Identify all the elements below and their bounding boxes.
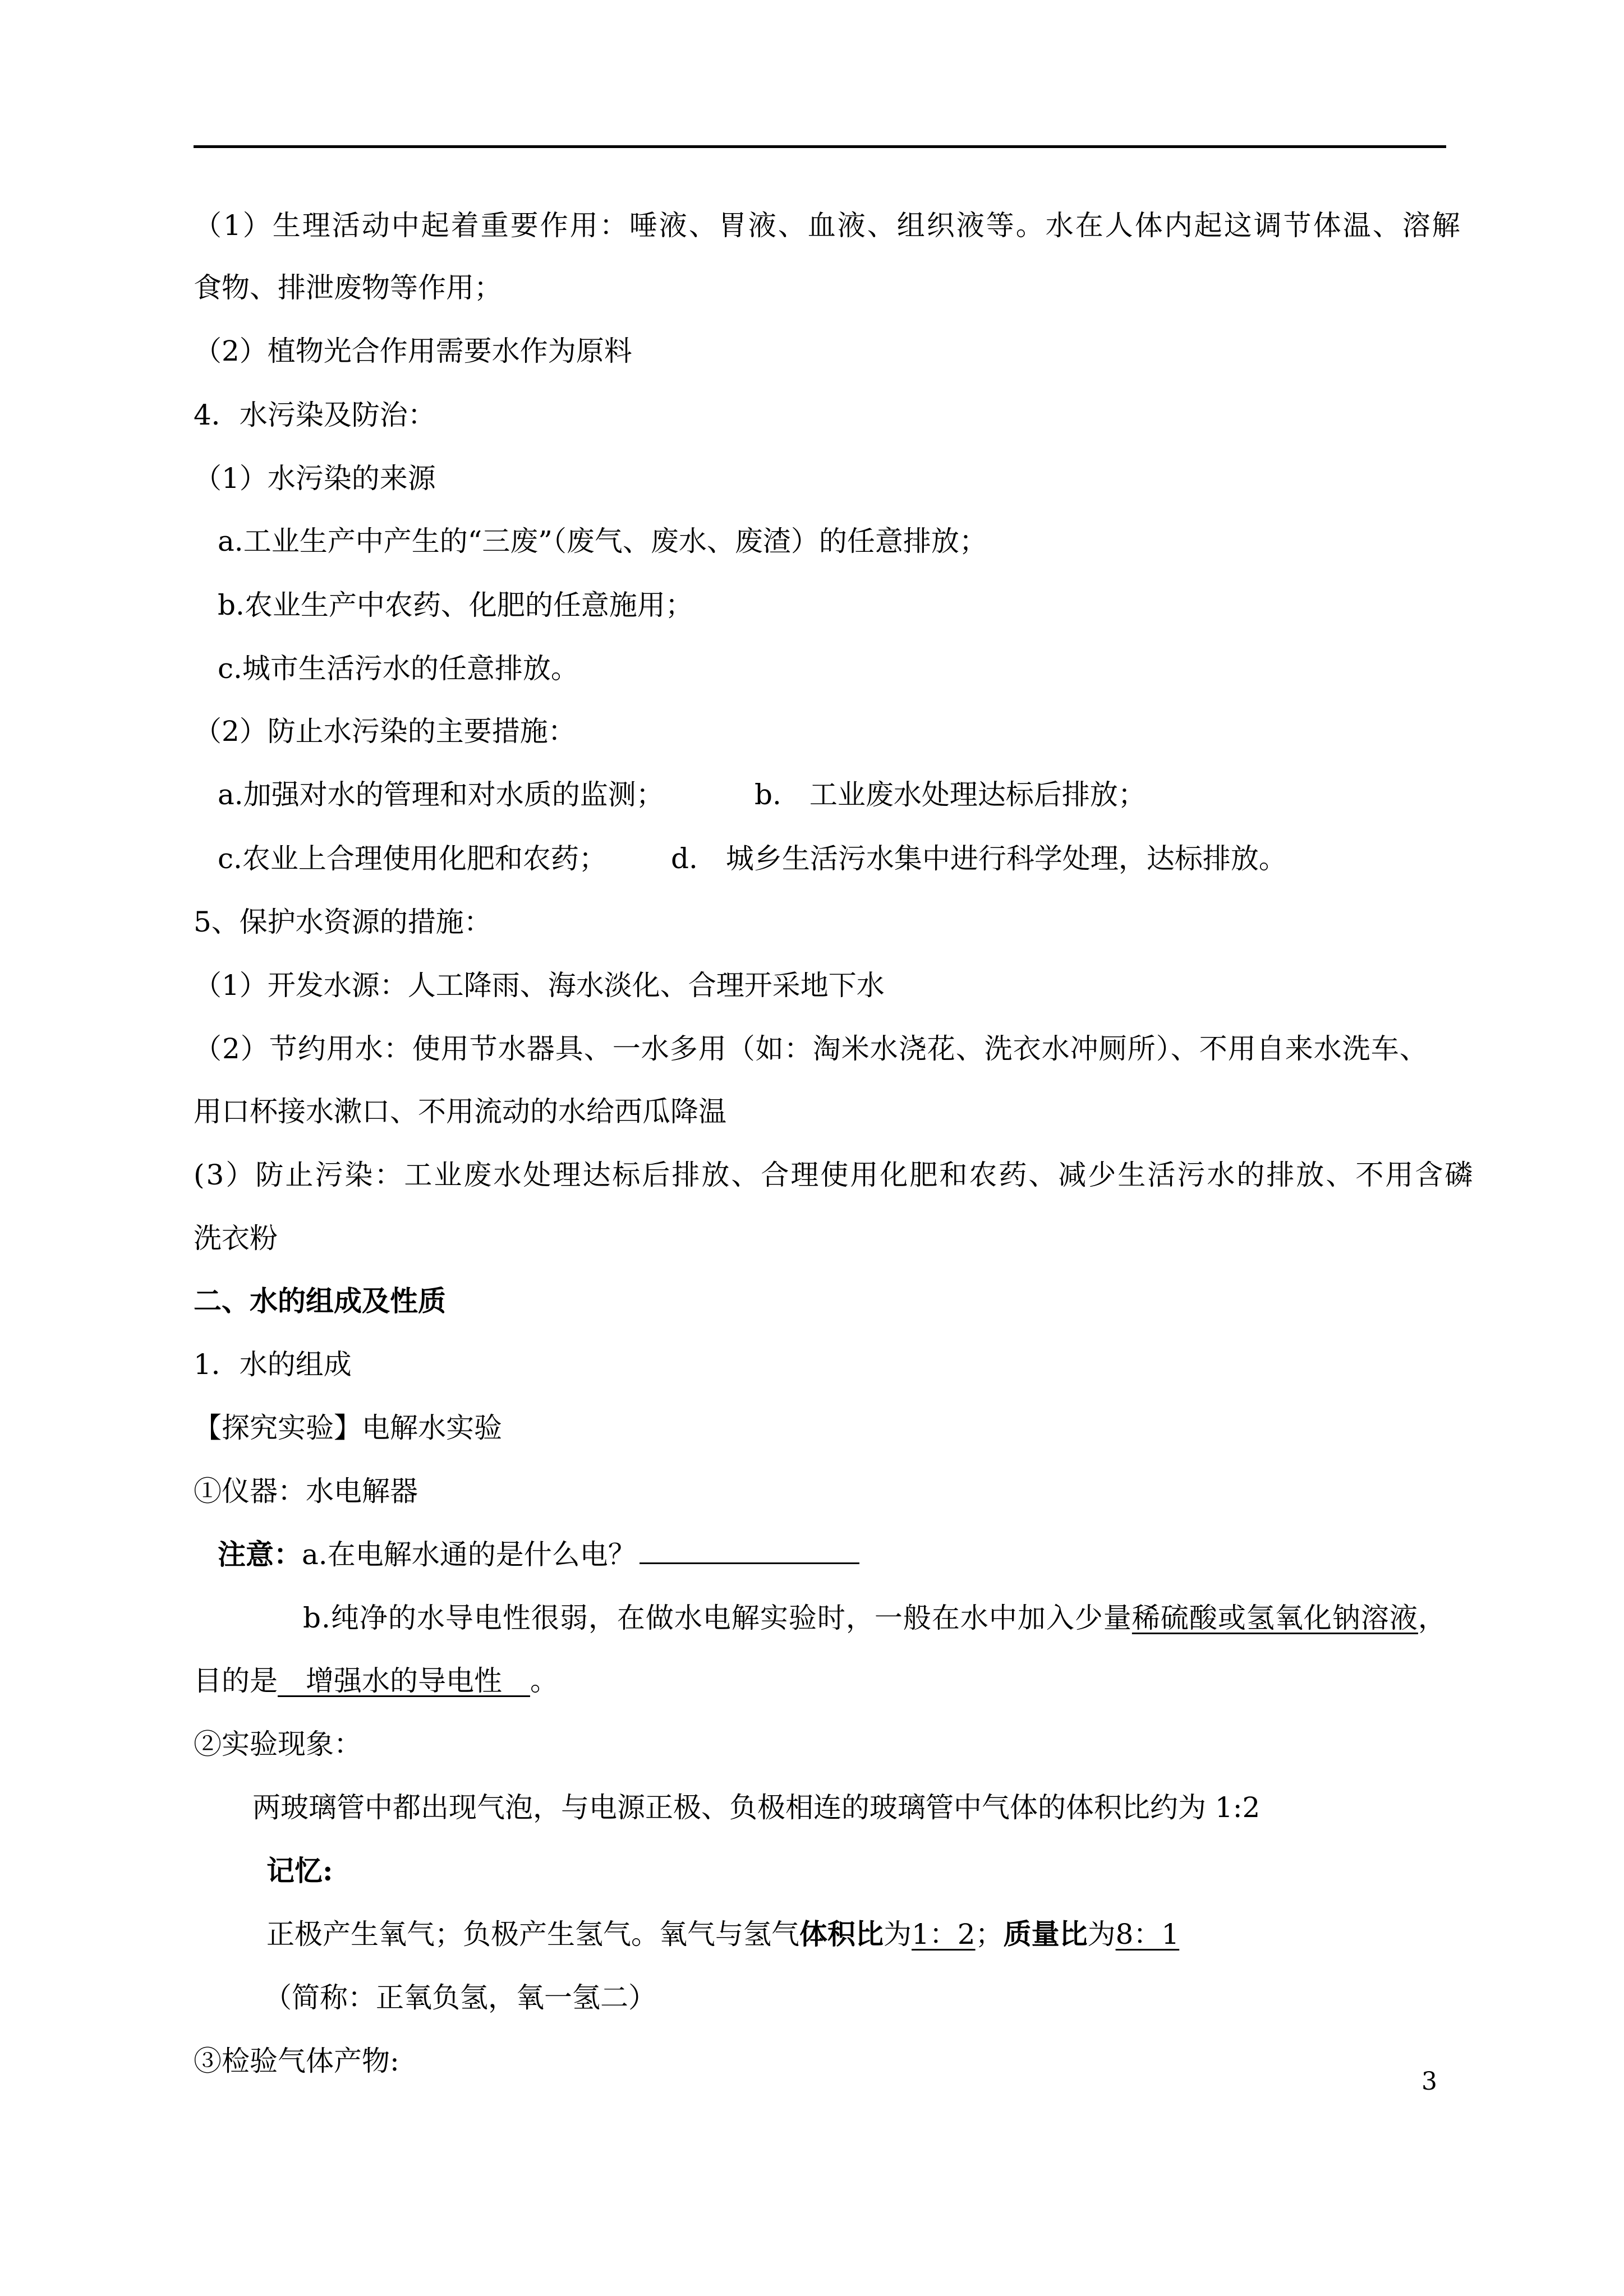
text-line: (3）防止污染：工业废水处理达标后排放、合理使用化肥和农药、减少生活污水的排放、不用含磷 (194, 1159, 1475, 1191)
text-line: （1）开发水源：人工降雨、海水淡化、合理开采地下水 (194, 969, 885, 1002)
text-line: ③检验气体产物: (194, 2045, 399, 2077)
note-line (303, 1601, 1447, 1635)
note-text: 目的是 (194, 1665, 278, 1697)
section-heading: 5、保护水资源的措施： (194, 906, 492, 938)
text-line: ②实验现象： (194, 1728, 362, 1760)
text-line: 两玻璃管中都出现气泡，与电源正极、负极相连的玻璃管中气体的体积比约为 1:2 (252, 1791, 1260, 1824)
punctuation: ； (975, 1918, 1004, 1951)
text-line: d. 城乡生活污水集中进行科学处理，达标排放。 (671, 842, 1287, 875)
memo-line: （简称：正氧负氢，氧一氢二） (264, 1981, 656, 2014)
text-line: c.农业上合理使用化肥和农药； (218, 842, 607, 875)
punctuation: ， (1418, 1602, 1447, 1634)
bold-term: 质量比 (1003, 1917, 1088, 1951)
memo-line (266, 1917, 1179, 1951)
memo-text: 为 (1087, 1918, 1116, 1951)
note-label: 注意： (218, 1538, 302, 1571)
text-line: 用口杯接水漱口、不用流动的水给西瓜降温 (194, 1095, 726, 1128)
text-line: ①仪器：水电解器 (194, 1475, 418, 1507)
text-line: a.加强对水的管理和对水质的监测； (218, 778, 664, 811)
text-line: c.城市生活污水的任意排放。 (218, 652, 579, 685)
answer-blank (640, 1538, 859, 1564)
note-line (218, 1538, 859, 1571)
note-line (194, 1664, 558, 1698)
text-line: （2）防止水污染的主要措施： (194, 715, 576, 748)
section-title: 二、水的组成及性质 (194, 1284, 446, 1317)
section-heading: 4．水污染及防治： (194, 399, 436, 431)
text-line: 洗衣粉 (194, 1222, 278, 1255)
note-text: a.在电解水通的是什么电？ (302, 1538, 636, 1571)
text-line: （2）节约用水：使用节水器具、一水多用（如：淘米水浇花、洗衣水冲厕所）、不用自来水洗车、 (194, 1032, 1428, 1065)
page-number: 3 (1421, 2067, 1437, 2096)
text-line: 食物、排泄废物等作用； (194, 271, 502, 304)
header-rule (194, 145, 1446, 148)
note-text: b.纯净的水导电性很弱，在做水电解实验时，一般在水中加入少量 (303, 1602, 1132, 1634)
subsection-heading: 1．水的组成 (194, 1348, 352, 1381)
underlined-answer: 增强水的导电性 (278, 1665, 530, 1697)
text-line: （2）植物光合作用需要水作为原料 (194, 335, 632, 367)
text-line: （1）生理活动中起着重要作用：唾液、胃液、血液、组织液等。水在人体内起这调节体温、溶解 (194, 209, 1462, 242)
underlined-answer: 稀硫酸或氢氧化钠溶液 (1131, 1602, 1418, 1634)
bold-term: 体积比 (799, 1917, 884, 1951)
punctuation: 。 (530, 1665, 558, 1697)
text-line: b. 工业废水处理达标后排放； (755, 778, 1146, 811)
text-line: 【探究实验】电解水实验 (194, 1412, 502, 1444)
text-line: a.工业生产中产生的“三废”（废气、废水、废渣）的任意排放； (218, 525, 987, 557)
memo-text: 正极产生氧气；负极产生氢气。氧气与氢气 (266, 1918, 799, 1951)
memo-label: 记忆: (266, 1854, 333, 1887)
ratio-value: 8：1 (1115, 1918, 1180, 1951)
text-line: b.农业生产中农药、化肥的任意施用； (218, 589, 693, 621)
memo-text: 为 (884, 1918, 912, 1951)
text-line: （1）水污染的来源 (194, 462, 436, 495)
ratio-value: 1：2 (912, 1918, 976, 1951)
